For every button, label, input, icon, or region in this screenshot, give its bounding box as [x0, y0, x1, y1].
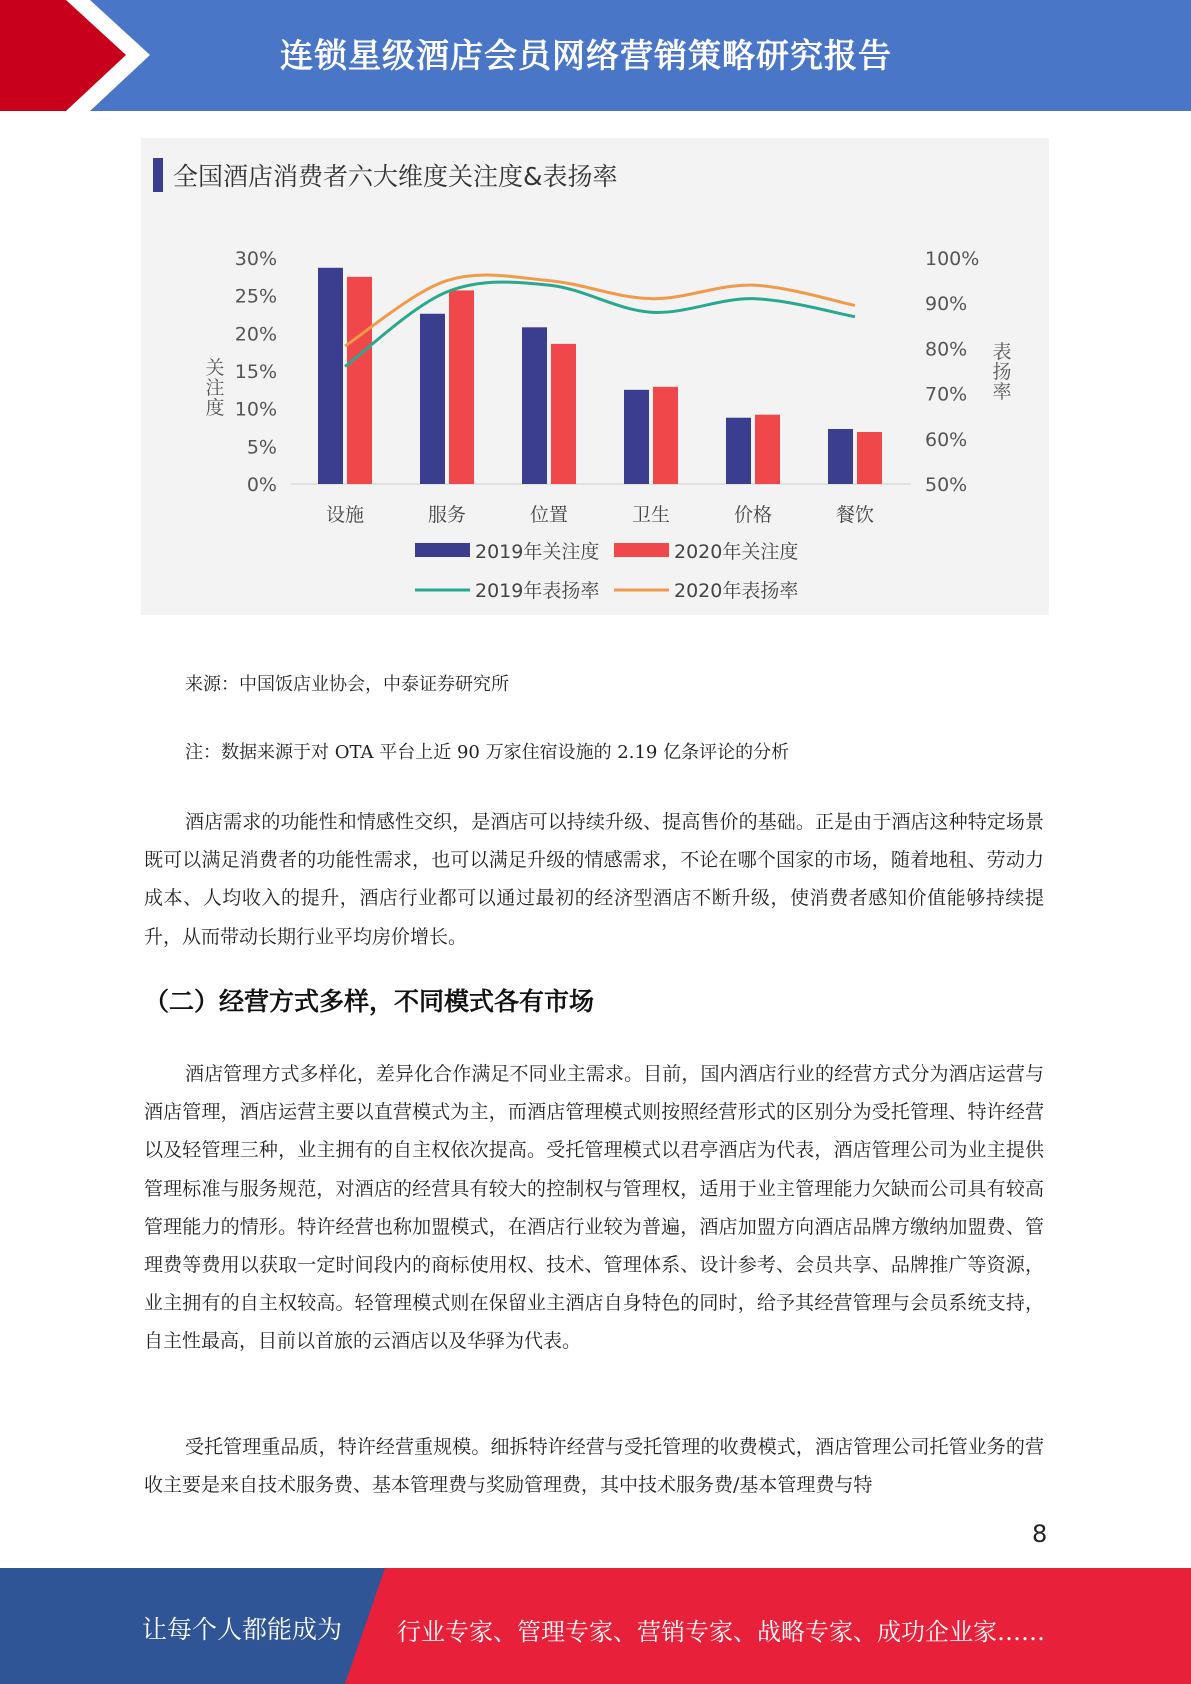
paragraph-2: 酒店管理方式多样化，差异化合作满足不同业主需求。目前，国内酒店行业的经营方式分为酒店运营与酒店管理，酒店运营主要以直营模式为主，而酒店管理模式则按照经营形式的区别分为受托管理、特许经营以及轻管理三种，业主拥有的自主权依次提高。受托管理模式以君亭酒店为代表，酒店管理公司为业主提供管理标准与服务规范，对酒店的经营具有较大的控制权与管理权，适用于业主管理能力欠缺而公司具有较高管理能力的情形。特许经营也称加盟模式，在酒店行业较为普遍，酒店加盟方向酒店品牌方缴纳加盟费、管理费等费用以获取一定时间段内的商标使用权、技术、管理体系、设计参考、会员共享、品牌推广等资源，业主拥有的自主权较高。轻管理模式则在保留业主酒店自身特色的同时，给予其经营管理与会员系统支持，自主性最高，目前以首旅的云酒店以及华驿为代表。	[144, 1063, 1044, 1353]
y-right-tick-label: 50%	[925, 474, 968, 496]
source-line: 来源：中国饭店业协会，中泰证券研究所	[185, 674, 509, 695]
legend-label: 2019年表扬率	[475, 580, 600, 602]
chart-panel	[141, 138, 1049, 615]
header-arrow-decoration	[0, 0, 160, 111]
y-right-axis-label: 表	[992, 341, 1012, 363]
y-right-axis-label: 率	[992, 381, 1012, 403]
bar-2020	[653, 387, 678, 484]
page-header	[0, 0, 1191, 111]
x-tick-label: 设施	[325, 504, 365, 526]
bar-2019	[522, 327, 547, 484]
bar-2019	[318, 268, 343, 484]
bar-2020	[347, 277, 372, 484]
y-right-axis-label: 扬	[992, 361, 1012, 383]
note-line: 注：数据来源于对 OTA 平台上近 90 万家住宿设施的 2.19 亿条评论的分析	[185, 742, 790, 763]
x-tick-label: 价格	[733, 504, 773, 526]
y-left-axis-label: 关	[205, 357, 225, 379]
y-left-tick-label: 30%	[234, 248, 277, 270]
footer-slogan-left: 让每个人都能成为	[142, 1615, 343, 1644]
page-number: 8	[1032, 1520, 1048, 1548]
bar-2019	[420, 314, 445, 484]
bar-2019	[624, 390, 649, 484]
x-tick-label: 服务	[427, 504, 467, 526]
y-left-axis-label: 注	[205, 377, 225, 399]
legend-label: 2019年关注度	[475, 541, 600, 563]
bar-2020	[449, 290, 474, 484]
y-right-tick-label: 90%	[925, 293, 968, 316]
x-tick-label: 餐饮	[835, 504, 875, 526]
y-left-tick-label: 10%	[234, 398, 277, 421]
y-left-tick-label: 5%	[246, 436, 277, 459]
bar-2019	[726, 418, 751, 484]
footer-slogan-right: 行业专家、管理专家、营销专家、战略专家、成功企业家……	[397, 1618, 1045, 1646]
legend-swatch	[415, 543, 470, 557]
y-left-tick-label: 15%	[234, 361, 277, 383]
attention-praise-chart	[141, 138, 1049, 615]
report-title: 连锁星级酒店会员网络营销策略研究报告	[280, 36, 892, 75]
y-left-tick-label: 25%	[234, 285, 277, 308]
legend-label: 2020年表扬率	[674, 580, 799, 602]
y-left-axis-label: 度	[205, 397, 225, 419]
bar-2019	[828, 429, 853, 484]
x-tick-label: 位置	[529, 504, 569, 526]
legend-label: 2020年关注度	[674, 541, 799, 563]
chart-title: 全国酒店消费者六大维度关注度&表扬率	[173, 162, 618, 191]
y-left-tick-label: 0%	[246, 474, 277, 496]
bar-2020	[755, 415, 780, 484]
paragraph-3: 受托管理重品质，特许经营重规模。细拆特许经营与受托管理的收费模式，酒店管理公司托管业务的营收主要是来自技术服务费、基本管理费与奖励管理费，其中技术服务费/基本管理费与特	[144, 1436, 1044, 1497]
y-right-tick-label: 70%	[925, 383, 968, 406]
title-marker	[153, 158, 163, 192]
y-left-tick-label: 20%	[234, 323, 277, 346]
section-heading: （二）经营方式多样，不同模式各有市场	[144, 987, 595, 1016]
page-footer	[0, 1568, 1191, 1684]
bar-2020	[551, 344, 576, 484]
legend-swatch	[614, 543, 669, 557]
paragraph-1: 酒店需求的功能性和情感性交织，是酒店可以持续升级、提高售价的基础。正是由于酒店这种特定场景既可以满足消费者的功能性需求，也可以满足升级的情感需求，不论在哪个国家的市场，随着地租、劳动力成本、人均收入的提升，酒店行业都可以通过最初的经济型酒店不断升级，使消费者感知价值能够持续提升，从而带动长期行业平均房价增长。	[144, 811, 1044, 948]
y-right-tick-label: 80%	[925, 338, 968, 361]
y-right-tick-label: 100%	[925, 248, 980, 270]
x-tick-label: 卫生	[631, 504, 671, 526]
bar-2020	[857, 432, 882, 484]
y-right-tick-label: 60%	[925, 428, 968, 451]
